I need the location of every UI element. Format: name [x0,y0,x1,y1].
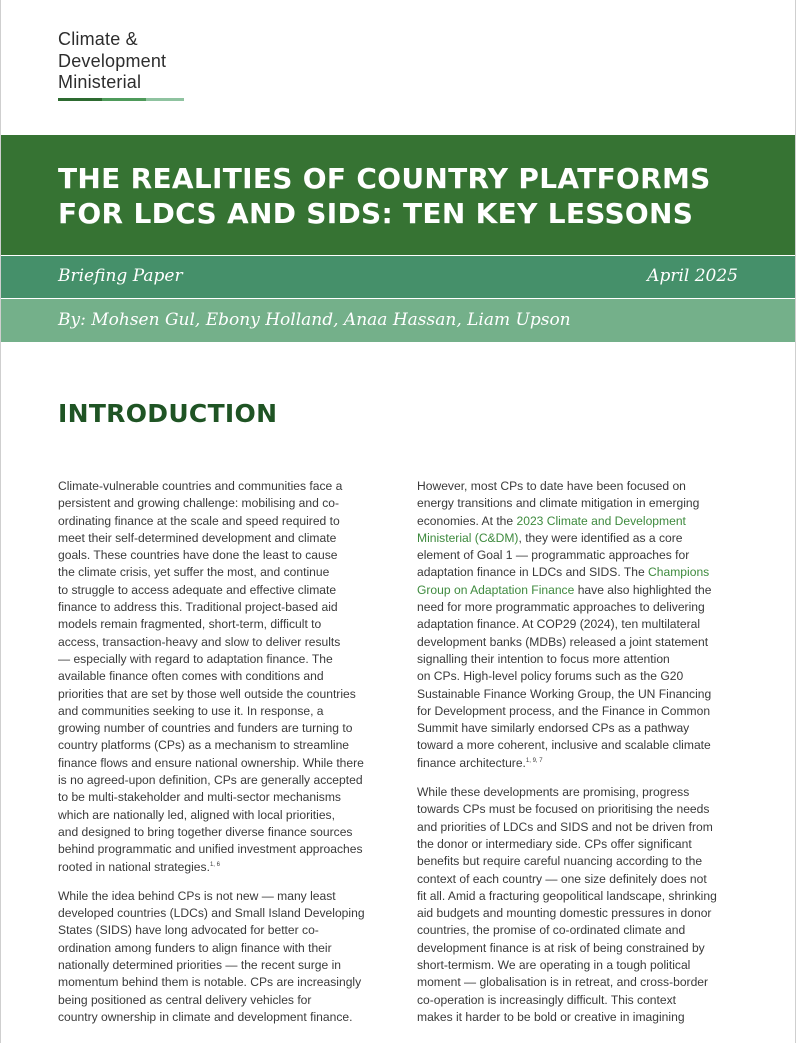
text-line [58,634,384,651]
text-line [58,668,384,685]
text-line [417,819,743,836]
text-line [417,974,743,991]
line-text: development banks (MDBs) released a joint statement [417,634,709,649]
logo-bar-segment [146,98,184,101]
logo-line-3: Ministerial [58,72,142,92]
text-line [417,703,743,720]
title-line: THE REALITIES OF COUNTRY PLATFORMS [58,162,711,195]
line-text: moment — globalisation is in retreat, and cross-border [417,975,709,990]
publication-date: April 2025 [647,266,738,286]
line-text: for Development process, and the Finance in Common [417,703,711,718]
text-line [58,824,384,841]
line-text: States (SIDS) have long advocated for better co- [58,923,319,938]
line-text: fit all. Amid a fracturing geopolitical landscape, shrinking [417,888,717,903]
text-line [417,686,743,703]
text-line [58,599,384,616]
text-line [58,547,384,564]
text-line [58,859,384,876]
line-text: aid budgets and mounting domestic pressures in donor [417,906,712,921]
text-line [58,940,384,957]
body-paragraph [417,784,743,1026]
logo-underline [58,98,184,101]
line-text: being positioned as central delivery vehicles for [58,992,312,1007]
inline-link[interactable]: Group on Adaptation Finance [417,582,575,597]
text-line [417,905,743,922]
inline-link[interactable]: Champions [648,565,710,580]
text-line [58,495,384,512]
text-line [58,957,384,974]
logo-bar-segment [58,98,102,101]
line-text: finance flows and ensure national ownership. While there [58,755,364,770]
line-text: short-termism. We are operating in a tough political [417,958,691,973]
text-line [58,703,384,720]
line-text: Summit have similarly endorsed CPs as a pathway [417,721,690,736]
text-line [58,720,384,737]
line-text: and designed to bring together diverse finance sources [58,824,353,839]
logo-line-1: Climate & [58,29,138,49]
line-text: and priorities of LDCs and SIDS and not be driven from [417,819,713,834]
line-text: goals. These countries have done the least to cause [58,548,338,563]
section-heading: INTRODUCTION [58,399,278,428]
line-text: adaptation finance in LDCs and SIDS. The [417,565,649,580]
title-band [1,135,795,255]
text-line [417,836,743,853]
text-line [417,616,743,633]
line-text: have also highlighted the [574,582,712,597]
title-line: FOR LDCS AND SIDS: TEN KEY LESSONS [58,197,694,230]
line-text: makes it harder to be bold or creative in imagining [417,1009,685,1024]
text-line [58,582,384,599]
text-line [417,599,743,616]
line-text: While the idea behind CPs is not new — many least [58,888,336,903]
text-line [58,974,384,991]
text-line [58,1009,384,1026]
text-line [58,478,384,495]
footnote-reference[interactable]: 1, 9, 7 [525,757,543,764]
line-text: — especially with regard to adaptation finance. The [58,651,333,666]
logo-bar-segment [102,98,146,101]
line-text: access, transaction-heavy and slow to deliver results [58,634,341,649]
text-line [417,547,743,564]
line-text: adaptation finance. At COP29 (2024), ten multilateral [417,617,701,632]
text-line [417,530,743,547]
inline-link[interactable]: 2023 Climate and Development [516,513,686,528]
document-title [58,161,758,231]
text-line [417,853,743,870]
line-text: behind programmatic and unified investment approaches [58,842,363,857]
footnote-reference[interactable]: 1, 6 [209,861,220,868]
line-text: persistent and growing challenge: mobilising and co- [58,496,340,511]
line-text: economies. At the [417,513,517,528]
line-text: energy transitions and climate mitigation in emerging [417,496,700,511]
text-line [58,530,384,547]
text-line [58,651,384,668]
line-text: the donor or intermediary side. CPs offer significant [417,836,692,851]
text-line [417,992,743,1009]
line-text: benefits but require careful nuancing according to the [417,854,703,869]
line-text: to be multi-stakeholder and multi-sector mechanisms [58,790,341,805]
line-text: ordination among funders to align finance with their [58,940,332,955]
text-line [58,922,384,939]
text-line [417,495,743,512]
text-line [58,737,384,754]
line-text: signalling their intention to focus more attention [417,651,670,666]
line-text: finance to address this. Traditional project-based aid [58,600,338,615]
line-text: , they were identified as a core [518,530,683,545]
text-line [417,737,743,754]
line-text: priorities that are set by those well outside the countries [58,686,356,701]
text-line [417,784,743,801]
line-text: element of Goal 1 — programmatic approaches for [417,548,690,563]
text-line [58,841,384,858]
left-column [58,478,384,1038]
text-line [58,616,384,633]
line-text: rooted in national strategies. [58,859,210,874]
line-text: finance architecture. [417,755,526,770]
line-text: need for more programmatic approaches to delivering [417,600,705,615]
line-text: country ownership in climate and development finance. [58,1009,353,1024]
text-line [417,940,743,957]
body-paragraph [417,478,743,772]
text-line [417,478,743,495]
line-text: Climate-vulnerable countries and communities face a [58,479,343,493]
line-text: development finance is at risk of being constrained by [417,940,705,955]
text-line [417,720,743,737]
text-line [417,668,743,685]
line-text: countries, the promise of co-ordinated climate and [417,923,686,938]
text-line [58,992,384,1009]
authors: By: Mohsen Gul, Ebony Holland, Anaa Hassan, Liam Upson [58,310,571,330]
line-text: towards CPs must be focused on prioritising the needs [417,802,710,817]
text-line [58,807,384,824]
text-line [58,686,384,703]
line-text: ordinating finance at the scale and speed required to [58,513,340,528]
paper-type: Briefing Paper [58,266,183,286]
text-line [58,513,384,530]
text-line [417,582,743,599]
line-text: context of each country — one size definitely does not [417,871,707,886]
text-line [58,755,384,772]
right-column [417,478,743,1038]
text-line [417,1009,743,1026]
line-text: the climate crisis, yet suffer the most, and continue [58,565,330,580]
body-paragraph [58,478,384,876]
line-text: meet their self-determined development and climate [58,530,337,545]
line-text: and communities seeking to use it. In response, a [58,703,324,718]
line-text: While these developments are promising, progress [417,785,690,800]
text-line [417,957,743,974]
text-line [417,564,743,581]
line-text: However, most CPs to date have been focused on [417,479,686,493]
text-line [417,922,743,939]
line-text: is no agreed-upon definition, CPs are generally accepted [58,773,363,788]
text-line [417,755,743,772]
authors-band [1,299,795,342]
text-line [58,772,384,789]
text-line [417,871,743,888]
text-line [417,651,743,668]
logo-line-2: Development [58,50,167,71]
text-line [417,513,743,530]
text-line [417,801,743,818]
line-text: co-operation is increasingly difficult. This context [417,992,677,1007]
line-text: which are nationally led, aligned with local priorities, [58,807,335,822]
line-text: Sustainable Finance Working Group, the UN Financing [417,686,712,701]
line-text: momentum behind them is notable. CPs are increasingly [58,975,362,990]
line-text: available finance often comes with conditions and [58,669,324,684]
text-line [417,888,743,905]
body-paragraph [58,888,384,1026]
text-line [58,905,384,922]
text-line [58,888,384,905]
line-text: toward a more coherent, inclusive and scalable climate [417,738,711,753]
line-text: models remain fragmented, short-term, difficult to [58,617,322,632]
line-text: on CPs. High-level policy forums such as the G20 [417,669,684,684]
text-line [417,634,743,651]
meta-band [1,256,795,298]
line-text: developed countries (LDCs) and Small Island Developing [58,906,365,921]
line-text: nationally determined priorities — the recent surge in [58,958,342,973]
inline-link[interactable]: Ministerial (C&DM) [417,530,519,545]
text-line [58,789,384,806]
line-text: country platforms (CPs) as a mechanism to streamline [58,738,350,753]
line-text: growing number of countries and funders are turning to [58,721,353,736]
line-text: to struggle to access adequate and effective climate [58,582,337,597]
text-line [58,564,384,581]
logo [58,29,188,94]
